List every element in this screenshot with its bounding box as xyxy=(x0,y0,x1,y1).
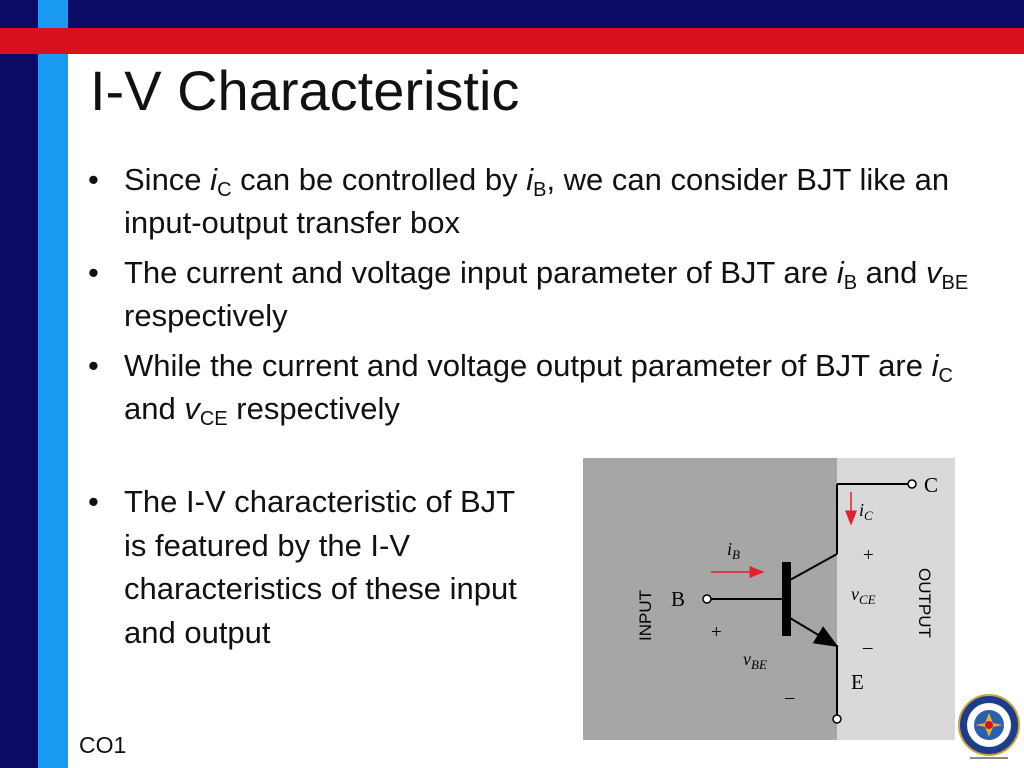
bullet-text: respectively xyxy=(124,298,288,333)
collector-terminal xyxy=(908,480,916,488)
var-subscript: CE xyxy=(199,408,228,430)
vce-minus: – xyxy=(863,637,873,658)
bullet-text: and xyxy=(124,391,185,426)
var-subscript: B xyxy=(843,272,858,294)
var-symbol: i xyxy=(836,255,844,290)
bullet-item: • The I-V characteristic of BJT is featured by the I-V characteristics of these input and output xyxy=(88,480,528,654)
input-label: INPUT xyxy=(636,590,655,641)
bjt-io-diagram xyxy=(583,458,955,740)
top-navy-band xyxy=(68,0,1024,28)
bullet-item xyxy=(88,158,988,244)
var-symbol: i xyxy=(931,348,939,383)
vce-label: $v_{CE}$ xyxy=(851,584,876,607)
terminal-e-label: E xyxy=(851,670,864,694)
university-seal-logo xyxy=(956,693,1022,763)
vbe-minus: – xyxy=(785,687,795,708)
left-blue-band xyxy=(38,0,68,768)
vce-plus: + xyxy=(863,545,874,566)
var-subscript: B xyxy=(533,179,547,201)
bullet-text: respectively xyxy=(227,391,400,426)
slide-title: I-V Characteristic xyxy=(90,59,520,122)
ic-label: $i_C$ xyxy=(859,500,873,523)
vbe-label: $v_{BE}$ xyxy=(743,649,767,672)
left-navy-band xyxy=(0,0,38,768)
vbe-plus: + xyxy=(711,622,722,643)
bullet-text: can be controlled by xyxy=(231,162,527,197)
bullet-item xyxy=(88,251,988,337)
var-subscript: C xyxy=(938,365,953,387)
base-terminal xyxy=(703,595,711,603)
var-symbol: i xyxy=(526,162,534,197)
bullet-text: and xyxy=(857,255,927,290)
top-red-band xyxy=(0,28,1024,54)
emitter-terminal xyxy=(833,715,841,723)
bullet-item xyxy=(88,344,988,430)
terminal-b-label: B xyxy=(671,587,686,611)
output-label: OUTPUT xyxy=(915,568,934,638)
bullet-list xyxy=(88,158,988,437)
var-symbol: v xyxy=(184,391,200,426)
bullet-text: , we can consider BJT like an input-output transfer box xyxy=(124,162,950,240)
bullet-list-lower xyxy=(88,480,528,654)
var-symbol: i xyxy=(210,162,218,197)
var-subscript: C xyxy=(217,179,232,201)
var-symbol: v xyxy=(926,255,942,290)
base-bar xyxy=(782,562,791,636)
bullet-text: While the current and voltage output parameter of BJT are xyxy=(124,348,932,383)
terminal-c-label: C xyxy=(924,473,939,497)
bullet-text: The current and voltage input parameter of BJT are xyxy=(124,255,837,290)
bullet-text: Since xyxy=(124,162,211,197)
var-subscript: BE xyxy=(941,272,969,294)
ib-label: $i_B$ xyxy=(727,539,740,562)
footer-code: CO1 xyxy=(79,732,127,758)
